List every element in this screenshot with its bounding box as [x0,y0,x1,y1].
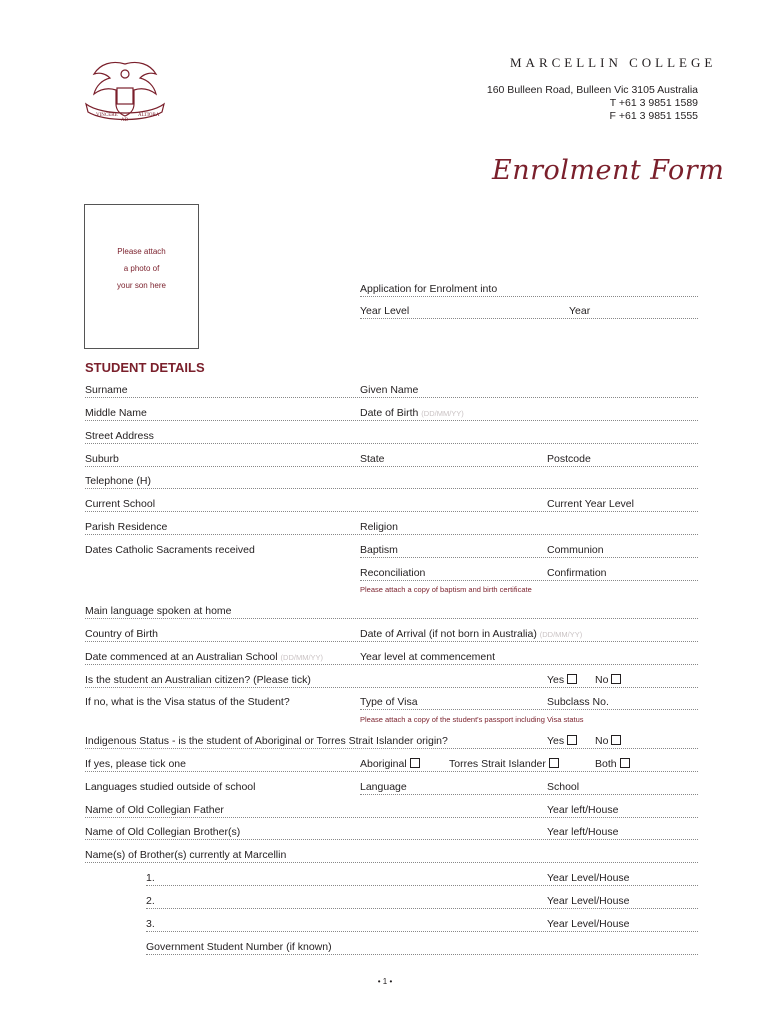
aboriginal-option[interactable]: Aboriginal [360,758,420,770]
college-crest-logo [82,58,168,128]
commenced-label: Date commenced at an Australian School (DD/MM/YY) [85,651,324,663]
oc-father-field[interactable] [85,817,698,818]
indigenous-no-checkbox[interactable] [611,735,621,745]
year-commencement-label: Year level at commencement [360,651,496,663]
commenced-format-hint: (DD/MM/YY) [280,653,324,662]
given-name-label: Given Name [360,384,419,396]
reconciliation-field[interactable] [360,580,698,581]
tick-one-label: If yes, please tick one [85,758,186,770]
surname-label: Surname [85,384,128,396]
languages-outside-label: Languages studied outside of school [85,781,256,793]
form-title: Enrolment Form [492,155,725,186]
brother-2-year-label: Year Level/House [547,895,630,907]
indigenous-question: Indigenous Status - is the student of Aboriginal or Torres Strait Islander origin? [85,735,448,747]
visa-type-field[interactable] [360,709,698,710]
motto-right: ALTIORA [138,113,160,118]
application-field[interactable] [360,296,698,297]
brother-3-field[interactable] [146,931,698,932]
postcode-label: Postcode [547,453,591,465]
both-option[interactable]: Both [595,758,630,770]
oc-brother-year-label: Year left/House [547,826,619,838]
commenced-field[interactable] [85,664,698,665]
citizen-yes-checkbox[interactable] [567,674,577,684]
gov-number-field[interactable] [146,954,698,955]
main-language-label: Main language spoken at home [85,605,232,617]
torres-checkbox[interactable] [549,758,559,768]
street-address-field[interactable] [85,443,698,444]
motto-mid: AD [121,118,129,123]
passport-note: Please attach a copy of the student's passport including Visa status [360,715,584,724]
torres-option[interactable]: Torres Strait Islander [449,758,559,770]
oc-brother-field[interactable] [85,839,698,840]
citizen-no-checkbox[interactable] [611,674,621,684]
main-language-field[interactable] [85,618,698,619]
citizen-no[interactable]: No [595,674,621,686]
brother-2-field[interactable] [146,908,698,909]
college-phone: T +61 3 9851 1589 [609,97,698,109]
college-fax: F +61 3 9851 1555 [609,110,698,122]
brother-3-label: 3. [146,918,155,930]
surname-field[interactable] [85,397,698,398]
middle-name-label: Middle Name [85,407,147,419]
sacraments-label: Dates Catholic Sacraments received [85,544,255,556]
year-level-label: Year Level [360,305,410,317]
subclass-label: Subclass No. [547,696,609,708]
college-address: 160 Bulleen Road, Bulleen Vic 3105 Australia [486,84,698,96]
citizen-yes[interactable]: Yes [547,674,577,686]
arrival-format-hint: (DD/MM/YY) [539,630,583,639]
photo-instruction-2: a photo of [123,264,160,273]
dob-label: Date of Birth (DD/MM/YY) [360,407,464,419]
indigenous-line [85,748,698,749]
confirmation-label: Confirmation [547,567,607,579]
indigenous-yes-checkbox[interactable] [567,735,577,745]
citizen-line [85,687,698,688]
oc-brother-label: Name of Old Collegian Brother(s) [85,826,241,838]
both-checkbox[interactable] [620,758,630,768]
year-level-field[interactable] [360,318,698,319]
brother-2-label: 2. [146,895,155,907]
photo-box[interactable] [84,204,199,349]
brother-1-year-label: Year Level/House [547,872,630,884]
language-field[interactable] [360,794,698,795]
gov-number-label: Government Student Number (if known) [146,941,332,953]
page-number: • 1 • [377,977,393,986]
communion-label: Communion [547,544,604,556]
brother-3-year-label: Year Level/House [547,918,630,930]
current-year-label: Current Year Level [547,498,634,510]
country-of-birth-label: Country of Birth [85,628,158,640]
brother-1-label: 1. [146,872,155,884]
language-label: Language [360,781,407,793]
application-label: Application for Enrolment into [360,283,498,295]
brother-1-field[interactable] [146,885,698,886]
indigenous-no[interactable]: No [595,735,621,747]
street-address-label: Street Address [85,430,154,442]
section-title-student-details: STUDENT DETAILS [85,360,205,375]
religion-label: Religion [360,521,398,533]
state-label: State [360,453,385,465]
baptism-label: Baptism [360,544,398,556]
photo-instruction-3: your son here [117,281,166,290]
country-of-birth-field[interactable] [85,641,698,642]
year-label: Year [569,305,591,317]
motto-left: VINCERE [96,113,118,118]
telephone-field[interactable] [85,488,698,489]
brothers-line [85,862,698,863]
baptism-field[interactable] [360,557,698,558]
school-label: School [547,781,580,793]
brothers-label: Name(s) of Brother(s) currently at Marcellin [85,849,287,861]
photo-instruction-1: Please attach [117,247,166,256]
reconciliation-label: Reconciliation [360,567,426,579]
parish-field[interactable] [85,534,698,535]
visa-status-label: If no, what is the Visa status of the Student? [85,696,290,708]
baptism-certificate-note: Please attach a copy of baptism and birth certificate [360,585,532,594]
middle-name-field[interactable] [85,420,698,421]
indigenous-yes[interactable]: Yes [547,735,577,747]
oc-father-year-label: Year left/House [547,804,619,816]
arrival-date-label: Date of Arrival (if not born in Australia) (DD/MM/YY) [360,628,583,640]
tick-one-line [85,771,698,772]
oc-father-label: Name of Old Collegian Father [85,804,224,816]
dob-format-hint: (DD/MM/YY) [421,409,464,418]
citizen-question: Is the student an Australian citizen? (Please tick) [85,674,311,686]
suburb-label: Suburb [85,453,119,465]
college-name: MARCELLIN COLLEGE [510,55,717,70]
current-school-label: Current School [85,498,156,510]
aboriginal-checkbox[interactable] [410,758,420,768]
telephone-label: Telephone (H) [85,475,151,487]
visa-type-label: Type of Visa [360,696,418,708]
suburb-field[interactable] [85,466,698,467]
current-school-field[interactable] [85,511,698,512]
parish-label: Parish Residence [85,521,168,533]
